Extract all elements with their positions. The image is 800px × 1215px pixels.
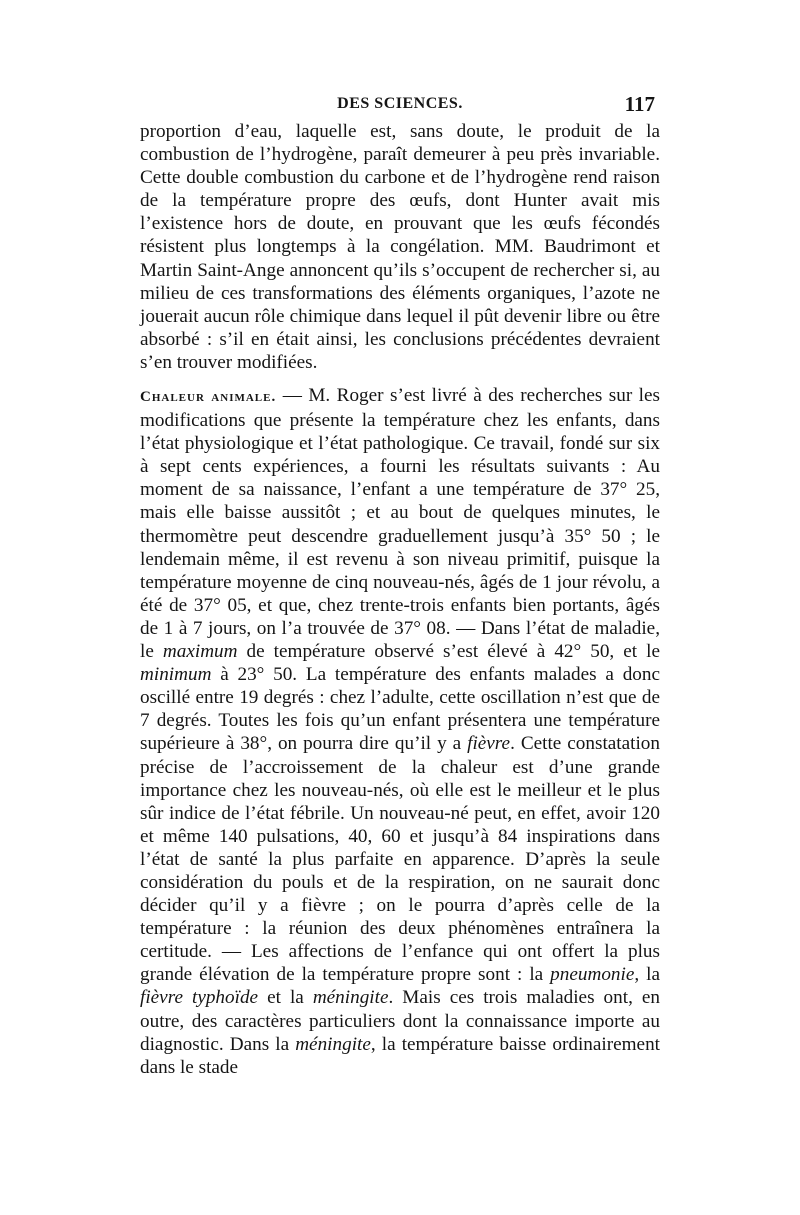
italic-term: méningite [295,1033,371,1055]
italic-term: minimum [140,664,212,686]
running-title: DES SCIENCES. [337,95,463,112]
italic-term: méningite [312,987,389,1009]
italic-term: maximum [162,641,238,663]
text-segment: à 23° 50. La température des enfants malades a donc oscillé entre 19 degrés : chez l’adulte, cette oscillation n’est que de 7 degrés. Toutes les fois qu’un enfant présentera une température supérieure à 38°, on pourra dire qu’il y a [140,664,660,755]
text-segment: . Mais ces trois maladies ont, en outre, des caractères particuliers dont la connaissance importe au diagnostic. Dans la [140,987,660,1055]
paragraph-chaleur-animale [140,384,660,1079]
italic-term: fièvre [467,733,511,755]
paragraph-combustion: proportion d’eau, laquelle est, sans doute, le produit de la combustion de l’hydrogène, paraît demeurer à peu près invariable. Cette double combustion du carbone et de l’hydrogène rend raison de la température propre des œufs, dont Hunter avait mis l’existence hors de doute, en prouvant que les œufs fécondés résistent plus longtemps à la congélation. MM. Baudrimont et Martin Saint-Ange annoncent qu’ils s’occupent de rechercher si, au milieu de ces transformations des éléments organiques, l’azote ne jouerait aucun rôle chimique dans lequel il pût devenir libre ou être absorbé : s’il en était ainsi, les conclusions précédentes devraient s’en trouver modifiées. [140,121,660,373]
text-segment: , la [634,964,660,986]
italic-term: fièvre typhoïde [140,987,259,1009]
text-segment: . Cette constatation précise de l’accroissement de la chaleur est d’une grande importance chez les nouveau-nés, où elle est le meilleur et le plus sûr indice de l’état fébrile. Un nouveau-né peut, en effet, avoir 120 et même 140 pulsations, 40, 60 et jusqu’à 84 inspirations dans l’état de santé la plus parfaite en apparence. D’après la seule considération du pouls et de la respiration, on ne saurait donc décider qu’il y a fièvre ; on le pourra d’après celle de la température : la réunion des deux phénomènes entraînera la certitude. — Les affections de l’enfance qui ont offert la plus grande élévation de la température propre sont : la [140,733,660,986]
italic-term: pneumonie [550,964,635,986]
text-segment: , la température baisse ordinairement dans le stade [140,1033,660,1078]
page-number: 117 [624,92,655,116]
text-segment: et la [258,987,313,1009]
text-segment: — M. Roger s’est livré à des recherches sur les modifications que présente la température chez les enfants, dans l’état physiologique et l’état pathologique. Ce travail, fondé sur six à sept cents expériences, a fourni les résultats suivants : Au moment de sa naissance, l’enfant a une température de 37° 25, mais elle baisse aussitôt ; et au bout de quelques minutes, le thermomètre peut descendre graduellement jusqu’à 35° 50 ; le lendemain même, il est revenu à son niveau primitif, puisque la température moyenne de cinq nouveau-nés, âgés de 1 jour révolu, a été de 37° 05, et que, chez trente-trois enfants bien portants, âgés de 1 à 7 jours, on l’a trouvée de 37° 08. — Dans l’état de maladie, le [140,385,660,663]
running-head [140,92,660,121]
section-heading: Chaleur animale. [140,389,277,405]
text-segment: de température observé s’est élevé à 42° 50, et le [237,641,660,663]
